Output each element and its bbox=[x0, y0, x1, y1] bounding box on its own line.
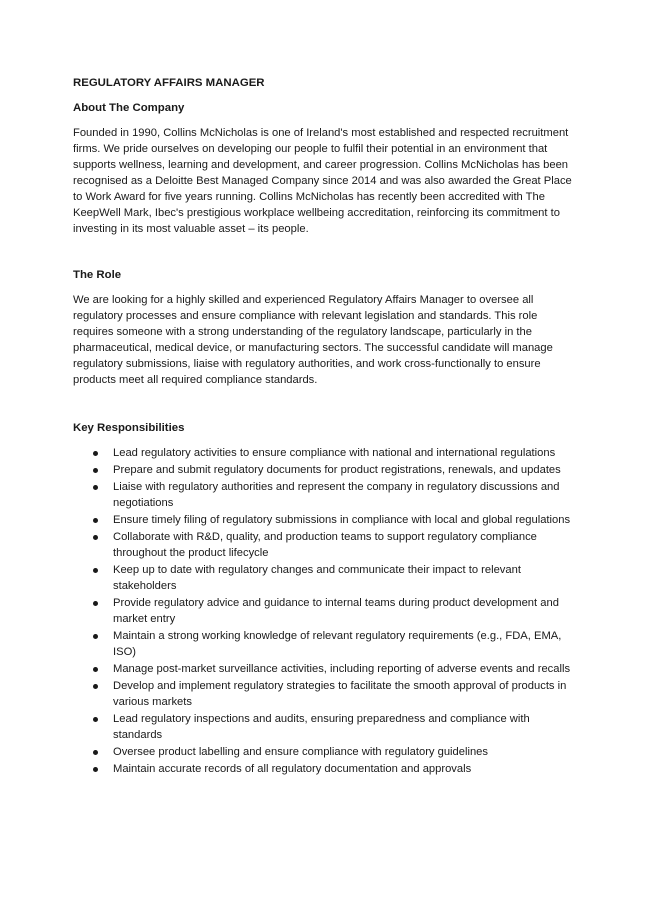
bullet-icon bbox=[93, 485, 98, 490]
list-item-text: Prepare and submit regulatory documents for product registrations, renewals, and updates bbox=[113, 464, 561, 476]
about-heading: About The Company bbox=[73, 102, 185, 114]
bullet-icon bbox=[93, 451, 98, 456]
bullet-icon bbox=[93, 750, 98, 755]
list-item-text: Maintain accurate records of all regulatory documentation and approvals bbox=[113, 763, 472, 775]
section-spacer bbox=[73, 237, 573, 268]
list-item-text: Develop and implement regulatory strategies to facilitate the smooth approval of products in various markets bbox=[113, 680, 567, 708]
bullet-icon bbox=[93, 684, 98, 689]
bullet-icon bbox=[93, 767, 98, 772]
list-item bbox=[73, 529, 573, 561]
role-paragraph: We are looking for a highly skilled and experienced Regulatory Affairs Manager to oversee all regulatory processes and ensure compliance with relevant legislation and standards. This role requires someone with a strong understanding of the regulatory landscape, particularly in the pharmaceutical, medical device, or manufacturing sectors. The successful candidate will manage regulatory submissions, liaise with regulatory authorities, and work cross-functionally to ensure products meet all required compliance standards. bbox=[73, 294, 553, 386]
list-item-text: Oversee product labelling and ensure compliance with regulatory guidelines bbox=[113, 746, 488, 758]
list-item-text: Keep up to date with regulatory changes and communicate their impact to relevant stakeholders bbox=[113, 564, 521, 592]
bullet-icon bbox=[93, 634, 98, 639]
section-spacer bbox=[73, 388, 573, 421]
list-item bbox=[73, 711, 573, 743]
list-item-text: Lead regulatory activities to ensure compliance with national and international regulations bbox=[113, 447, 556, 459]
list-item bbox=[73, 661, 573, 677]
list-item bbox=[73, 512, 573, 528]
about-paragraph: Founded in 1990, Collins McNicholas is one of Ireland's most established and respected recruitment firms. We pride ourselves on developing our people to fulfil their potential in an environment that supports wellness, learning and development, and career progression. Collins McNicholas has been recognised as a Deloitte Best Managed Company since 2014 and was also awarded the Great Place to Work Award for five years running. Collins McNicholas has recently been accredited with The KeepWell Mark, Ibec's prestigious workplace wellbeing accreditation, reinforcing its commitment to investing in its most valuable asset – its people. bbox=[73, 127, 572, 235]
list-item bbox=[73, 678, 573, 710]
list-item bbox=[73, 445, 573, 461]
list-item-text: Lead regulatory inspections and audits, ensuring preparedness and compliance with standards bbox=[113, 713, 530, 741]
list-item bbox=[73, 761, 573, 777]
list-item bbox=[73, 595, 573, 627]
document-title: REGULATORY AFFAIRS MANAGER bbox=[73, 77, 265, 89]
list-item bbox=[73, 628, 573, 660]
bullet-icon bbox=[93, 568, 98, 573]
list-item bbox=[73, 562, 573, 594]
bullet-icon bbox=[93, 717, 98, 722]
list-item-text: Liaise with regulatory authorities and represent the company in regulatory discussions and negotiations bbox=[113, 481, 560, 509]
list-item bbox=[73, 479, 573, 511]
list-item-text: Provide regulatory advice and guidance to internal teams during product development and market entry bbox=[113, 597, 559, 625]
bullet-icon bbox=[93, 468, 98, 473]
responsibilities-list bbox=[73, 445, 573, 777]
bullet-icon bbox=[93, 518, 98, 523]
list-item-text: Manage post-market surveillance activities, including reporting of adverse events and recalls bbox=[113, 663, 571, 675]
bullet-icon bbox=[93, 535, 98, 540]
list-item bbox=[73, 744, 573, 760]
list-item-text: Collaborate with R&D, quality, and production teams to support regulatory compliance throughout the product lifecycle bbox=[113, 531, 537, 559]
list-item-text: Maintain a strong working knowledge of relevant regulatory requirements (e.g., FDA, EMA, ISO) bbox=[113, 630, 562, 658]
bullet-icon bbox=[93, 601, 98, 606]
responsibilities-heading: Key Responsibilities bbox=[73, 422, 185, 434]
list-item-text: Ensure timely filing of regulatory submissions in compliance with local and global regulations bbox=[113, 514, 571, 526]
role-heading: The Role bbox=[73, 269, 122, 281]
bullet-icon bbox=[93, 667, 98, 672]
document-body bbox=[73, 76, 573, 778]
list-item bbox=[73, 462, 573, 478]
